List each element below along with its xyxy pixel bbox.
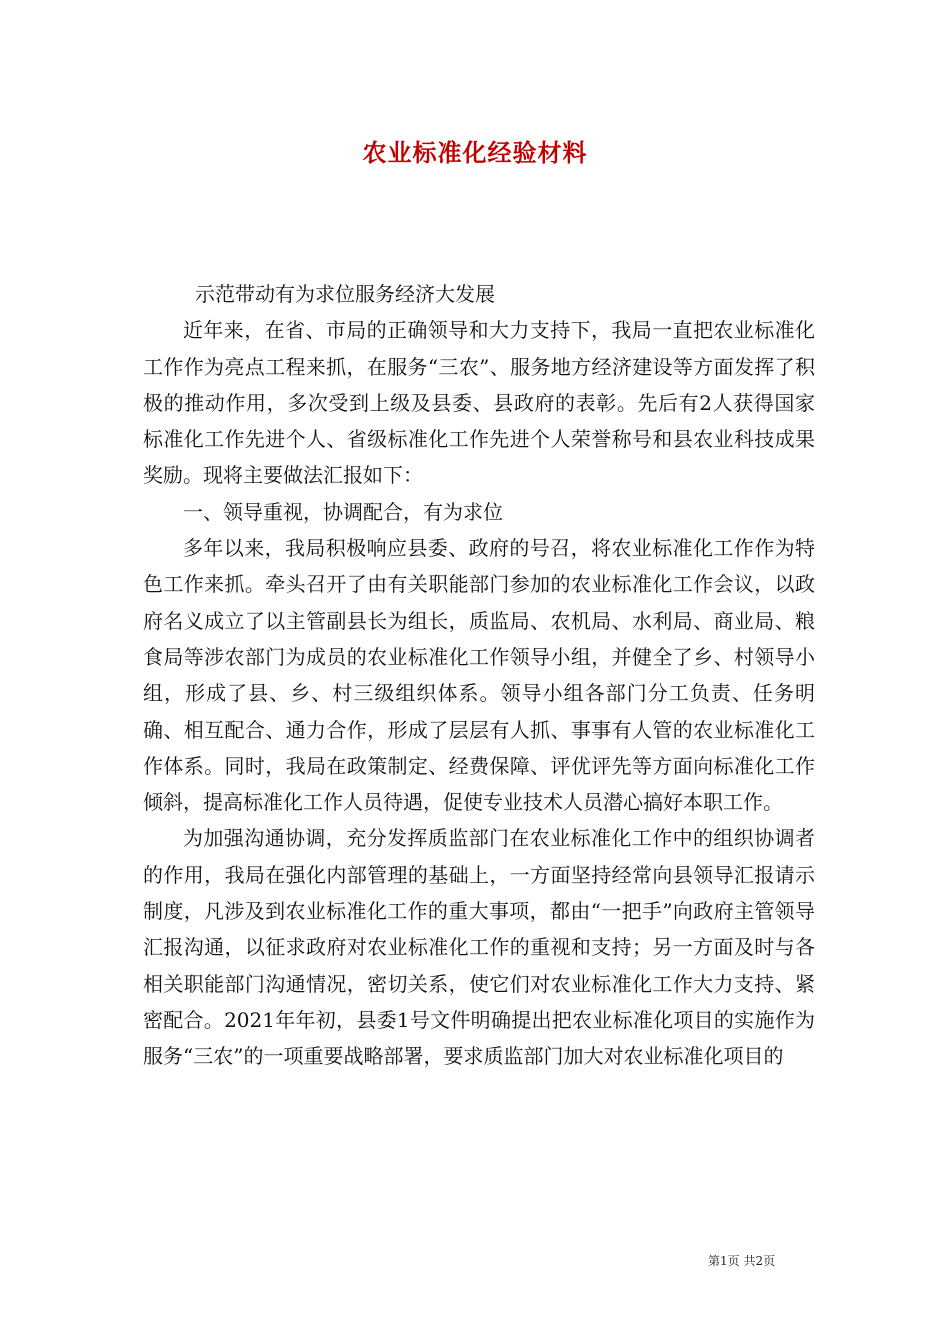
paragraph-intro: 近年来，在省、市局的正确领导和大力支持下，我局一直把农业标准化工作作为亮点工程来抓，在服务“三农”、服务地方经济建设等方面发挥了积极的推动作用，多次受到上级及县委、县政府的表彰。先后有2人获得国家标准化工作先进个人、省级标准化工作先进个人荣誉称号和县农业科技成果奖励。现将主要做法汇报如下： <box>143 318 815 488</box>
document-body <box>143 276 815 1075</box>
paragraph-coordination: 为加强沟通协调，充分发挥质监部门在农业标准化工作中的组织协调者的作用，我局在强化内部管理的基础上，一方面坚持经常向县领导汇报请示制度，凡涉及到农业标准化工作的重大事项，都由“一把手”向政府主管领导汇报沟通，以征求政府对农业标准化工作的重视和支持；另一方面及时与各相关职能部门沟通情况，密切关系，使它们对农业标准化工作大力支持、紧密配合。2021年年初，县委1号文件明确提出把农业标准化项目的实施作为服务“三农”的一项重要战略部署，要求质监部门加大对农业标准化项目的 <box>143 826 815 1069</box>
page-title: 农业标准化经验材料 <box>362 138 588 167</box>
paragraph-section-1: 多年以来，我局积极响应县委、政府的号召，将农业标准化工作作为特色工作来抓。牵头召开了由有关职能部门参加的农业标准化工作会议，以政府名义成立了以主管副县长为组长，质监局、农机局、水利局、商业局、粮食局等涉农部门为成员的农业标准化工作领导小组，并健全了乡、村领导小组，形成了县、乡、村三级组织体系。领导小组各部门分工负责、任务明确、相互配合、通力合作，形成了层层有人抓、事事有人管的农业标准化工作体系。同时，我局在政策制定、经费保障、评优评先等方面向标准化工作倾斜，提高标准化工作人员待遇，促使专业技术人员潜心搞好本职工作。 <box>143 536 815 815</box>
page-number: 第1页 共2页 <box>708 1254 776 1268</box>
document-subtitle: 示范带动有为求位服务经济大发展 <box>195 282 495 306</box>
section-heading-1: 一、领导重视，协调配合，有为求位 <box>183 499 503 524</box>
